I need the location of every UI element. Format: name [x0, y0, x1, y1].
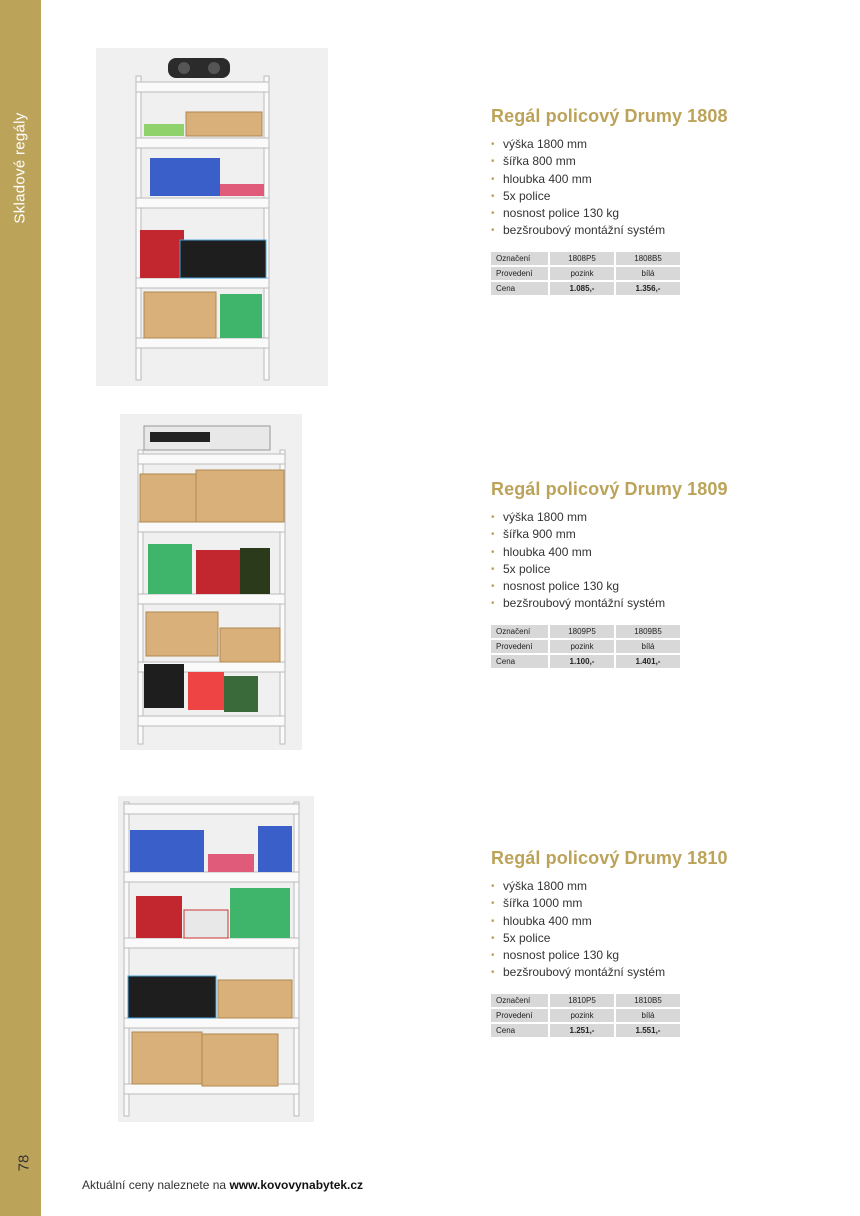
- feature-list: [491, 878, 728, 982]
- spec-label: Provedení: [491, 267, 548, 280]
- footer-text: Aktuální ceny naleznete na: [82, 1178, 230, 1192]
- spec-label: Provedení: [491, 1009, 548, 1022]
- spec-cell: 1808P5: [550, 252, 614, 265]
- sidebar: [0, 0, 41, 1216]
- spec-cell: bílá: [616, 640, 680, 653]
- spec-cell: pozink: [550, 267, 614, 280]
- spec-label: Označení: [491, 625, 548, 638]
- price-cell: 1.100,-: [550, 655, 614, 668]
- spec-label: Cena: [491, 282, 548, 295]
- spec-cell: bílá: [616, 1009, 680, 1022]
- feature-item: • nosnost police 130 kg: [491, 205, 728, 222]
- price-cell: 1.401,-: [616, 655, 680, 668]
- spec-cell: 1810B5: [616, 994, 680, 1007]
- spec-cell: pozink: [550, 1009, 614, 1022]
- feature-item: • šířka 900 mm: [491, 526, 728, 543]
- feature-item: • hloubka 400 mm: [491, 544, 728, 561]
- price-cell: 1.356,-: [616, 282, 680, 295]
- page-number: 78: [15, 1154, 33, 1172]
- shelf-photo-1809: [120, 414, 302, 750]
- spec-label: Cena: [491, 1024, 548, 1037]
- feature-item: • 5x police: [491, 188, 728, 205]
- feature-list: [491, 136, 728, 240]
- feature-item: • šířka 800 mm: [491, 153, 728, 170]
- product-title: Regál policový Drumy 1809: [491, 479, 728, 499]
- feature-item: • bezšroubový montážní systém: [491, 964, 728, 981]
- feature-item: • bezšroubový montážní systém: [491, 595, 728, 612]
- feature-item: • 5x police: [491, 561, 728, 578]
- feature-item: • nosnost police 130 kg: [491, 947, 728, 964]
- price-cell: 1.251,-: [550, 1024, 614, 1037]
- price-cell: 1.551,-: [616, 1024, 680, 1037]
- feature-item: • nosnost police 130 kg: [491, 578, 728, 595]
- spec-cell: 1809B5: [616, 625, 680, 638]
- feature-item: • výška 1800 mm: [491, 136, 728, 153]
- feature-item: • šířka 1000 mm: [491, 895, 728, 912]
- feature-item: • bezšroubový montážní systém: [491, 222, 728, 239]
- price-cell: 1.085,-: [550, 282, 614, 295]
- spec-table: [489, 250, 682, 297]
- spec-label: Označení: [491, 994, 548, 1007]
- feature-item: • 5x police: [491, 930, 728, 947]
- spec-cell: 1808B5: [616, 252, 680, 265]
- shelf-photo-1810: [118, 796, 314, 1122]
- shelf-photo-1808: [96, 48, 328, 386]
- spec-cell: pozink: [550, 640, 614, 653]
- spec-label: Provedení: [491, 640, 548, 653]
- product-title: Regál policový Drumy 1808: [491, 106, 728, 126]
- spec-cell: 1810P5: [550, 994, 614, 1007]
- feature-item: • hloubka 400 mm: [491, 171, 728, 188]
- product-title: Regál policový Drumy 1810: [491, 848, 728, 868]
- spec-table: [489, 992, 682, 1039]
- feature-list: [491, 509, 728, 613]
- spec-label: Cena: [491, 655, 548, 668]
- feature-item: • výška 1800 mm: [491, 878, 728, 895]
- spec-table: [489, 623, 682, 670]
- feature-item: • hloubka 400 mm: [491, 913, 728, 930]
- spec-label: Označení: [491, 252, 548, 265]
- feature-item: • výška 1800 mm: [491, 509, 728, 526]
- website-link[interactable]: www.kovovynabytek.cz: [229, 1178, 364, 1192]
- footer: [82, 1178, 363, 1192]
- spec-cell: bílá: [616, 267, 680, 280]
- section-title: Skladové regály: [11, 112, 29, 224]
- spec-cell: 1809P5: [550, 625, 614, 638]
